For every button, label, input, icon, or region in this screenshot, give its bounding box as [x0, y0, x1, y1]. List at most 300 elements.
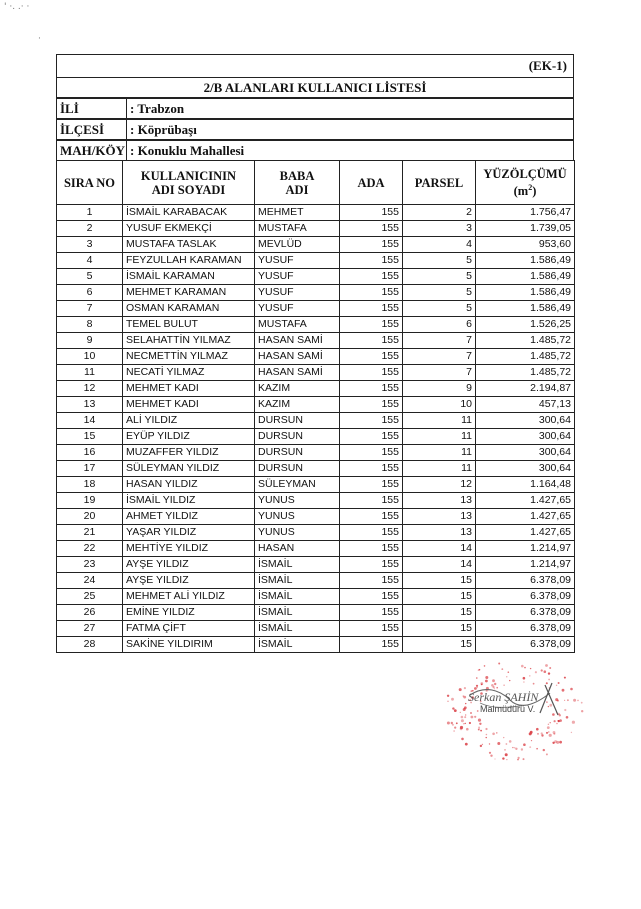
- stamp-dot: [464, 687, 466, 689]
- cell-sira-no: 16: [57, 445, 123, 461]
- stamp-dot: [509, 680, 510, 681]
- cell-sira-no: 13: [57, 397, 123, 413]
- stamp-dot: [504, 749, 505, 750]
- info-value: : Köprübaşı: [130, 122, 197, 137]
- stamp-dot: [549, 704, 552, 707]
- cell-parsel: 5: [403, 301, 476, 317]
- table-row: [57, 381, 575, 397]
- stamp-dot: [566, 716, 569, 719]
- stamp-dot: [486, 737, 487, 738]
- stamp-dot: [474, 716, 476, 718]
- stamp-dot: [477, 687, 478, 688]
- info-row-mahalle: [56, 140, 574, 160]
- cell-area: 300,64: [476, 413, 575, 429]
- info-value: : Konuklu Mahallesi: [130, 143, 245, 158]
- cell-parsel: 13: [403, 493, 476, 509]
- cell-area: 300,64: [476, 461, 575, 477]
- col-header-ada: ADA: [340, 161, 403, 205]
- stamp-dot: [485, 676, 488, 679]
- cell-user-name: İSMAİL KARAMAN: [123, 269, 255, 285]
- stamp-dot: [546, 682, 548, 684]
- cell-user-name: NECATİ YILMAZ: [123, 365, 255, 381]
- stamp-dot: [509, 740, 512, 743]
- cell-area: 1.485,72: [476, 365, 575, 381]
- table-row: [57, 525, 575, 541]
- cell-user-name: SAKİNE YILDIRIM: [123, 637, 255, 653]
- stamp-dot: [478, 669, 480, 671]
- cell-area: 457,13: [476, 397, 575, 413]
- stamp-dot: [447, 722, 450, 725]
- cell-area: 1.427,65: [476, 525, 575, 541]
- stamp-dot: [521, 665, 524, 668]
- cell-ada: 155: [340, 589, 403, 605]
- stamp-dot: [546, 701, 548, 703]
- table-row: [57, 397, 575, 413]
- cell-area: 1.485,72: [476, 349, 575, 365]
- cell-sira-no: 27: [57, 621, 123, 637]
- cell-father-name: İSMAİL: [255, 621, 340, 637]
- cell-sira-no: 28: [57, 637, 123, 653]
- cell-parsel: 4: [403, 237, 476, 253]
- stamp-dot: [549, 734, 552, 737]
- cell-parsel: 15: [403, 621, 476, 637]
- col-header-text: ADI SOYADI: [151, 182, 226, 197]
- stamp-dot: [581, 702, 583, 704]
- cell-area: 300,64: [476, 429, 575, 445]
- stamp-dot: [530, 731, 533, 734]
- table-row: [57, 493, 575, 509]
- cell-sira-no: 20: [57, 509, 123, 525]
- cell-ada: 155: [340, 429, 403, 445]
- stamp-dot: [502, 757, 504, 759]
- stamp-dot: [485, 680, 488, 683]
- stamp-dot: [521, 748, 523, 750]
- table-row: [57, 541, 575, 557]
- stamp-dot: [501, 668, 503, 670]
- cell-sira-no: 1: [57, 205, 123, 221]
- stamp-dot: [562, 689, 565, 692]
- stamp-dot: [552, 742, 554, 744]
- stamp-dot: [496, 687, 498, 689]
- stamp-dot: [515, 748, 517, 750]
- table-row: [57, 365, 575, 381]
- cell-parsel: 13: [403, 525, 476, 541]
- stamp-dot: [573, 699, 576, 702]
- cell-parsel: 5: [403, 253, 476, 269]
- stamp-dot: [548, 679, 550, 681]
- cell-sira-no: 15: [57, 429, 123, 445]
- cell-user-name: NECMETTİN YILMAZ: [123, 349, 255, 365]
- cell-parsel: 12: [403, 477, 476, 493]
- stamp-dot: [471, 716, 474, 719]
- stamp-dot: [553, 731, 556, 734]
- stamp-dot: [536, 728, 539, 731]
- stamp-dot: [548, 672, 550, 674]
- stamp-dot: [550, 722, 551, 723]
- stamp-dot: [549, 667, 551, 669]
- stamp-dot: [497, 742, 500, 745]
- cell-sira-no: 11: [57, 365, 123, 381]
- table-row: [57, 557, 575, 573]
- cell-parsel: 6: [403, 317, 476, 333]
- cell-sira-no: 3: [57, 237, 123, 253]
- cell-father-name: İSMAİL: [255, 637, 340, 653]
- stamp-dot: [508, 671, 510, 673]
- cell-ada: 155: [340, 205, 403, 221]
- cell-ada: 155: [340, 413, 403, 429]
- cell-sira-no: 6: [57, 285, 123, 301]
- annex-label: (EK-1): [56, 54, 574, 77]
- cell-father-name: DURSUN: [255, 461, 340, 477]
- table-row: [57, 205, 575, 221]
- cell-ada: 155: [340, 221, 403, 237]
- cell-father-name: YUNUS: [255, 525, 340, 541]
- stamp-dot: [537, 733, 539, 735]
- col-header-baba: [255, 161, 340, 205]
- table-row: [57, 253, 575, 269]
- table-row: [57, 573, 575, 589]
- cell-user-name: MEHMET KADI: [123, 397, 255, 413]
- table-row: [57, 285, 575, 301]
- stamp-dot: [503, 737, 504, 738]
- stamp-dot: [517, 759, 519, 761]
- stamp-dot: [570, 688, 573, 691]
- col-header-text: KULLANICININ: [140, 168, 237, 183]
- stamp-dot: [494, 683, 496, 685]
- stamp-dot: [447, 701, 448, 702]
- signature-title: Malmüdürü V.: [480, 704, 536, 714]
- cell-ada: 155: [340, 269, 403, 285]
- cell-parsel: 15: [403, 605, 476, 621]
- col-header-text: ADI: [285, 182, 309, 197]
- stamp-dot: [465, 723, 466, 724]
- cell-sira-no: 19: [57, 493, 123, 509]
- stamp-dot: [478, 727, 480, 729]
- stamp-dot: [541, 732, 543, 734]
- stamp-dot: [456, 722, 458, 724]
- cell-user-name: AHMET YILDIZ: [123, 509, 255, 525]
- cell-parsel: 10: [403, 397, 476, 413]
- cell-father-name: İSMAİL: [255, 605, 340, 621]
- stamp-dot: [523, 681, 525, 683]
- cell-user-name: İSMAİL KARABACAK: [123, 205, 255, 221]
- cell-sira-no: 7: [57, 301, 123, 317]
- table-row: [57, 349, 575, 365]
- cell-ada: 155: [340, 397, 403, 413]
- cell-father-name: İSMAİL: [255, 573, 340, 589]
- cell-user-name: YUSUF EKMEKÇİ: [123, 221, 255, 237]
- stamp-dot: [577, 700, 579, 702]
- stamp-dot: [461, 719, 464, 722]
- cell-area: 6.378,09: [476, 605, 575, 621]
- stamp-dot: [492, 679, 495, 682]
- cell-ada: 155: [340, 333, 403, 349]
- stamp-dot: [454, 727, 456, 729]
- table-row: [57, 461, 575, 477]
- table-row: [57, 445, 575, 461]
- stamp-dot: [470, 712, 472, 714]
- cell-area: 1.427,65: [476, 493, 575, 509]
- stamp-dot: [556, 723, 558, 725]
- cell-father-name: YUNUS: [255, 509, 340, 525]
- cell-ada: 155: [340, 381, 403, 397]
- cell-user-name: TEMEL BULUT: [123, 317, 255, 333]
- stamp-dot: [461, 738, 464, 741]
- cell-ada: 155: [340, 637, 403, 653]
- cell-area: 1.214,97: [476, 541, 575, 557]
- cell-area: 6.378,09: [476, 621, 575, 637]
- stamp-dot: [571, 732, 572, 733]
- cell-parsel: 11: [403, 445, 476, 461]
- stamp-dot: [523, 677, 526, 680]
- stamp-dot: [489, 743, 490, 744]
- stamp-dot: [533, 683, 535, 685]
- col-header-unit-close: ): [532, 184, 537, 199]
- cell-user-name: MEHMET ALİ YILDIZ: [123, 589, 255, 605]
- cell-area: 1.214,97: [476, 557, 575, 573]
- cell-user-name: MEHMET KADI: [123, 381, 255, 397]
- cell-ada: 155: [340, 557, 403, 573]
- cell-ada: 155: [340, 365, 403, 381]
- cell-sira-no: 2: [57, 221, 123, 237]
- cell-area: 2.194,87: [476, 381, 575, 397]
- cell-father-name: DURSUN: [255, 413, 340, 429]
- cell-father-name: DURSUN: [255, 429, 340, 445]
- cell-area: 1.586,49: [476, 285, 575, 301]
- cell-area: 1.739,05: [476, 221, 575, 237]
- stamp-dot: [548, 706, 549, 707]
- cell-parsel: 7: [403, 333, 476, 349]
- cell-parsel: 5: [403, 269, 476, 285]
- table-row: [57, 333, 575, 349]
- info-row-ilce: [56, 119, 574, 140]
- cell-sira-no: 10: [57, 349, 123, 365]
- cell-ada: 155: [340, 621, 403, 637]
- stamp-dot: [581, 710, 583, 712]
- cell-ada: 155: [340, 461, 403, 477]
- cell-father-name: YUSUF: [255, 269, 340, 285]
- cell-sira-no: 25: [57, 589, 123, 605]
- col-header-yuzolcumu: [476, 161, 575, 205]
- stamp-dot: [503, 685, 504, 686]
- stamp-dot: [555, 698, 558, 701]
- cell-father-name: İSMAİL: [255, 557, 340, 573]
- stamp-dot: [464, 716, 466, 718]
- table-row: [57, 589, 575, 605]
- stamp-dot: [465, 714, 466, 715]
- table-row: [57, 637, 575, 653]
- stamp-dot: [498, 663, 500, 665]
- cell-father-name: MEVLÜD: [255, 237, 340, 253]
- cell-parsel: 7: [403, 365, 476, 381]
- scan-artifact: ·: [38, 34, 41, 44]
- stamp-dot: [463, 696, 466, 699]
- cell-ada: 155: [340, 349, 403, 365]
- cell-parsel: 9: [403, 381, 476, 397]
- table-row: [57, 509, 575, 525]
- cell-parsel: 2: [403, 205, 476, 221]
- stamp-dot: [547, 726, 550, 729]
- cell-ada: 155: [340, 525, 403, 541]
- cell-user-name: SÜLEYMAN YILDIZ: [123, 461, 255, 477]
- stamp-dot: [453, 730, 455, 732]
- cell-sira-no: 17: [57, 461, 123, 477]
- cell-ada: 155: [340, 573, 403, 589]
- cell-area: 300,64: [476, 445, 575, 461]
- cell-parsel: 14: [403, 541, 476, 557]
- cell-parsel: 13: [403, 509, 476, 525]
- cell-area: 1.427,65: [476, 509, 575, 525]
- cell-sira-no: 5: [57, 269, 123, 285]
- cell-area: 1.586,49: [476, 301, 575, 317]
- cell-sira-no: 21: [57, 525, 123, 541]
- cell-user-name: YAŞAR YILDIZ: [123, 525, 255, 541]
- cell-father-name: HASAN SAMİ: [255, 333, 340, 349]
- cell-ada: 155: [340, 301, 403, 317]
- cell-ada: 155: [340, 317, 403, 333]
- stamp-dot: [529, 675, 530, 676]
- cell-father-name: YUSUF: [255, 253, 340, 269]
- cell-user-name: OSMAN KARAMAN: [123, 301, 255, 317]
- stamp-dot: [512, 747, 513, 748]
- cell-parsel: 11: [403, 413, 476, 429]
- stamp-dot: [478, 719, 481, 722]
- stamp-dot: [490, 755, 492, 757]
- cell-area: 6.378,09: [476, 637, 575, 653]
- stamp-dot: [460, 727, 463, 730]
- stamp-dot: [494, 758, 495, 759]
- col-header-parsel: PARSEL: [403, 161, 476, 205]
- stamp-dot: [486, 734, 488, 736]
- info-label: İLÇESİ: [57, 120, 127, 139]
- stamp-dot: [485, 728, 487, 730]
- cell-area: 1.526,25: [476, 317, 575, 333]
- cell-parsel: 11: [403, 461, 476, 477]
- stamp-dot: [543, 749, 545, 751]
- stamp-dot: [463, 723, 464, 724]
- cell-father-name: YUSUF: [255, 301, 340, 317]
- col-header-sira-no: SIRA NO: [57, 161, 123, 205]
- stamp-dot: [480, 745, 482, 747]
- stamp-dot: [559, 741, 562, 744]
- stamp-dot: [572, 721, 575, 724]
- cell-sira-no: 4: [57, 253, 123, 269]
- stamp-dot: [465, 743, 468, 746]
- cell-sira-no: 26: [57, 605, 123, 621]
- cell-sira-no: 8: [57, 317, 123, 333]
- cell-ada: 155: [340, 477, 403, 493]
- stamp-dot: [489, 752, 491, 754]
- info-label: MAH/KÖY: [57, 141, 127, 160]
- stamp-dot: [469, 722, 471, 724]
- cell-ada: 155: [340, 493, 403, 509]
- stamp-dot: [535, 671, 537, 673]
- stamp-dot: [558, 682, 560, 684]
- cell-user-name: FEYZULLAH KARAMAN: [123, 253, 255, 269]
- cell-ada: 155: [340, 237, 403, 253]
- stamp-dot: [454, 709, 457, 712]
- scan-artifact: ' ·. .· ·: [4, 2, 30, 12]
- cell-sira-no: 18: [57, 477, 123, 493]
- col-header-text: YÜZÖLÇÜMÜ: [483, 166, 567, 181]
- stamp-dot: [559, 714, 561, 716]
- cell-parsel: 15: [403, 637, 476, 653]
- stamp-dot: [464, 706, 467, 709]
- stamp-dot: [518, 757, 520, 759]
- cell-father-name: KAZIM: [255, 381, 340, 397]
- cell-father-name: HASAN: [255, 541, 340, 557]
- stamp-dot: [541, 734, 543, 736]
- cell-parsel: 3: [403, 221, 476, 237]
- stamp-dot: [451, 698, 454, 701]
- cell-user-name: AYŞE YILDIZ: [123, 573, 255, 589]
- stamp-dot: [452, 724, 454, 726]
- cell-sira-no: 22: [57, 541, 123, 557]
- stamp-dot: [530, 668, 531, 669]
- table-body: [57, 205, 575, 653]
- cell-ada: 155: [340, 445, 403, 461]
- table-row: [57, 477, 575, 493]
- stamp-dot: [506, 759, 507, 760]
- stamp-dot: [557, 720, 559, 722]
- stamp-dot: [465, 703, 466, 704]
- cell-area: 1.586,49: [476, 253, 575, 269]
- info-value: : Trabzon: [130, 101, 185, 116]
- document-frame: [56, 54, 574, 653]
- cell-parsel: 11: [403, 429, 476, 445]
- stamp-dot: [459, 688, 462, 691]
- cell-area: 6.378,09: [476, 589, 575, 605]
- stamp-dot: [480, 682, 483, 685]
- stamp-dot: [479, 723, 481, 725]
- cell-father-name: MUSTAFA: [255, 221, 340, 237]
- table-row: [57, 221, 575, 237]
- cell-user-name: ALİ YILDIZ: [123, 413, 255, 429]
- cell-user-name: MUZAFFER YILDIZ: [123, 445, 255, 461]
- cell-area: 1.485,72: [476, 333, 575, 349]
- cell-father-name: YUSUF: [255, 285, 340, 301]
- cell-father-name: KAZIM: [255, 397, 340, 413]
- cell-sira-no: 24: [57, 573, 123, 589]
- cell-user-name: İSMAİL YILDIZ: [123, 493, 255, 509]
- cell-area: 6.378,09: [476, 573, 575, 589]
- cell-parsel: 15: [403, 589, 476, 605]
- stamp-dot: [482, 744, 483, 745]
- stamp-dot: [529, 746, 531, 748]
- stamp-dot: [548, 731, 549, 732]
- stamp-dot: [480, 730, 482, 732]
- cell-father-name: İSMAİL: [255, 589, 340, 605]
- stamp-dot: [544, 670, 547, 673]
- cell-area: 1.164,48: [476, 477, 575, 493]
- stamp-dot: [476, 677, 478, 679]
- stamp-dot: [546, 732, 548, 734]
- info-label: İLİ: [57, 99, 127, 118]
- cell-area: 953,60: [476, 237, 575, 253]
- stamp-dot: [552, 713, 555, 716]
- cell-user-name: EYÜP YILDIZ: [123, 429, 255, 445]
- cell-user-name: EMİNE YILDIZ: [123, 605, 255, 621]
- stamp-dot: [484, 665, 486, 667]
- table-row: [57, 237, 575, 253]
- cell-user-name: FATMA ÇİFT: [123, 621, 255, 637]
- cell-father-name: DURSUN: [255, 445, 340, 461]
- cell-parsel: 7: [403, 349, 476, 365]
- stamp-dot: [567, 699, 569, 701]
- stamp-dot: [452, 707, 454, 709]
- stamp-dot: [556, 685, 557, 686]
- stamp-dot: [536, 748, 538, 750]
